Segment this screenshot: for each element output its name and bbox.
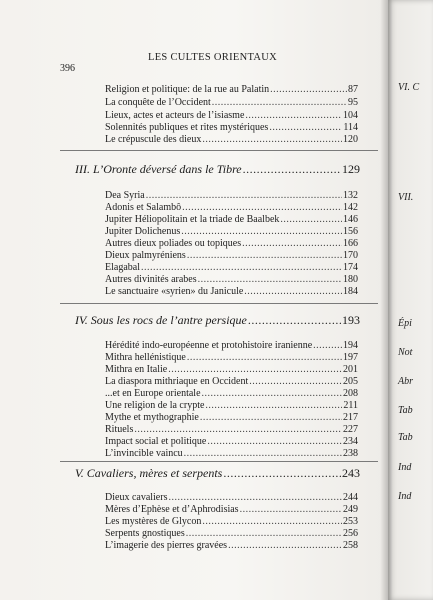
toc-entry: Mithra en Italie ..... 201	[105, 364, 358, 376]
section-divider	[60, 303, 378, 304]
toc-entry: Dieux palmyréniens ..... 170	[105, 250, 358, 262]
toc-entry: Mères d’Ephèse et d’Aphrodisias ..... 249	[105, 504, 358, 516]
toc-entry: Impact social et politique ..... 234	[105, 436, 358, 448]
toc-entry: ...et en Europe orientale ..... 208	[105, 388, 358, 400]
toc-entry: Mythe et mythographie ..... 217	[105, 412, 358, 424]
right-page-fragment: Ind	[398, 462, 412, 473]
section-divider	[60, 461, 378, 462]
toc-entry: Lieux, actes et acteurs de l’isiasme ..... 104	[105, 110, 358, 122]
toc-entry: Solennités publiques et rites mystériques ..... 114	[105, 122, 358, 134]
toc-entry: Jupiter Dolichenus ..... 156	[105, 226, 358, 238]
section-divider	[60, 150, 378, 151]
right-page-fragment: Tab	[398, 405, 413, 416]
right-page-fragment: Ind	[398, 491, 412, 502]
toc-entry: Adonis et Salambô ..... 142	[105, 202, 358, 214]
toc-entry: Dea Syria ..... 132	[105, 190, 358, 202]
toc-entry: Le sanctuaire «syrien» du Janicule ..... 184	[105, 286, 358, 298]
toc-entry: Les mystères de Glycon ..... 253	[105, 516, 358, 528]
right-page-fragment: Tab	[398, 432, 413, 443]
running-head: LES CULTES ORIENTAUX	[148, 52, 278, 63]
toc-entry: Serpents gnostiques ..... 256	[105, 528, 358, 540]
right-page-fragment: VI. C	[398, 82, 420, 93]
section-heading: III. L’Oronte déversé dans le Tibre ..... 129	[75, 162, 360, 177]
section-heading: V. Cavaliers, mères et serpents ..... 243	[75, 466, 360, 481]
toc-entry: Elagabal ..... 174	[105, 262, 358, 274]
right-page-fragment: Abr	[398, 376, 413, 387]
page-number: 396	[60, 63, 75, 74]
toc-entry: Mithra hellénistique ..... 197	[105, 352, 358, 364]
toc-entry: Dieux cavaliers ..... 244	[105, 492, 358, 504]
toc-entry: Autres divinités arabes ..... 180	[105, 274, 358, 286]
toc-entry: Le crépuscule des dieux ..... 120	[105, 134, 358, 146]
toc-entry: Religion et politique: de la rue au Palatin ..... 87	[105, 84, 358, 96]
toc-entry: La diaspora mithriaque en Occident ..... 205	[105, 376, 358, 388]
toc-entry: La conquête de l’Occident ..... 95	[105, 97, 358, 109]
toc-entry: Autres dieux poliades ou topiques ..... 166	[105, 238, 358, 250]
toc-entry: Rituels ..... 227	[105, 424, 358, 436]
toc-entry: Hérédité indo-européenne et protohistoire iranienne ..... 194	[105, 340, 358, 352]
section-heading: IV. Sous les rocs de l’antre persique ..... 193	[75, 313, 360, 328]
right-page-fragment: Not	[398, 347, 413, 358]
toc-entry: L’invincible vaincu ..... 238	[105, 448, 358, 460]
toc-entry: Une religion de la crypte ..... 211	[105, 400, 358, 412]
toc-entry: Jupiter Héliopolitain et la triade de Baalbek ..... 146	[105, 214, 358, 226]
right-page-fragment: Épi	[398, 318, 412, 329]
right-page-fragment: VII.	[398, 192, 414, 203]
toc-entry: L’imagerie des pierres gravées ..... 258	[105, 540, 358, 552]
